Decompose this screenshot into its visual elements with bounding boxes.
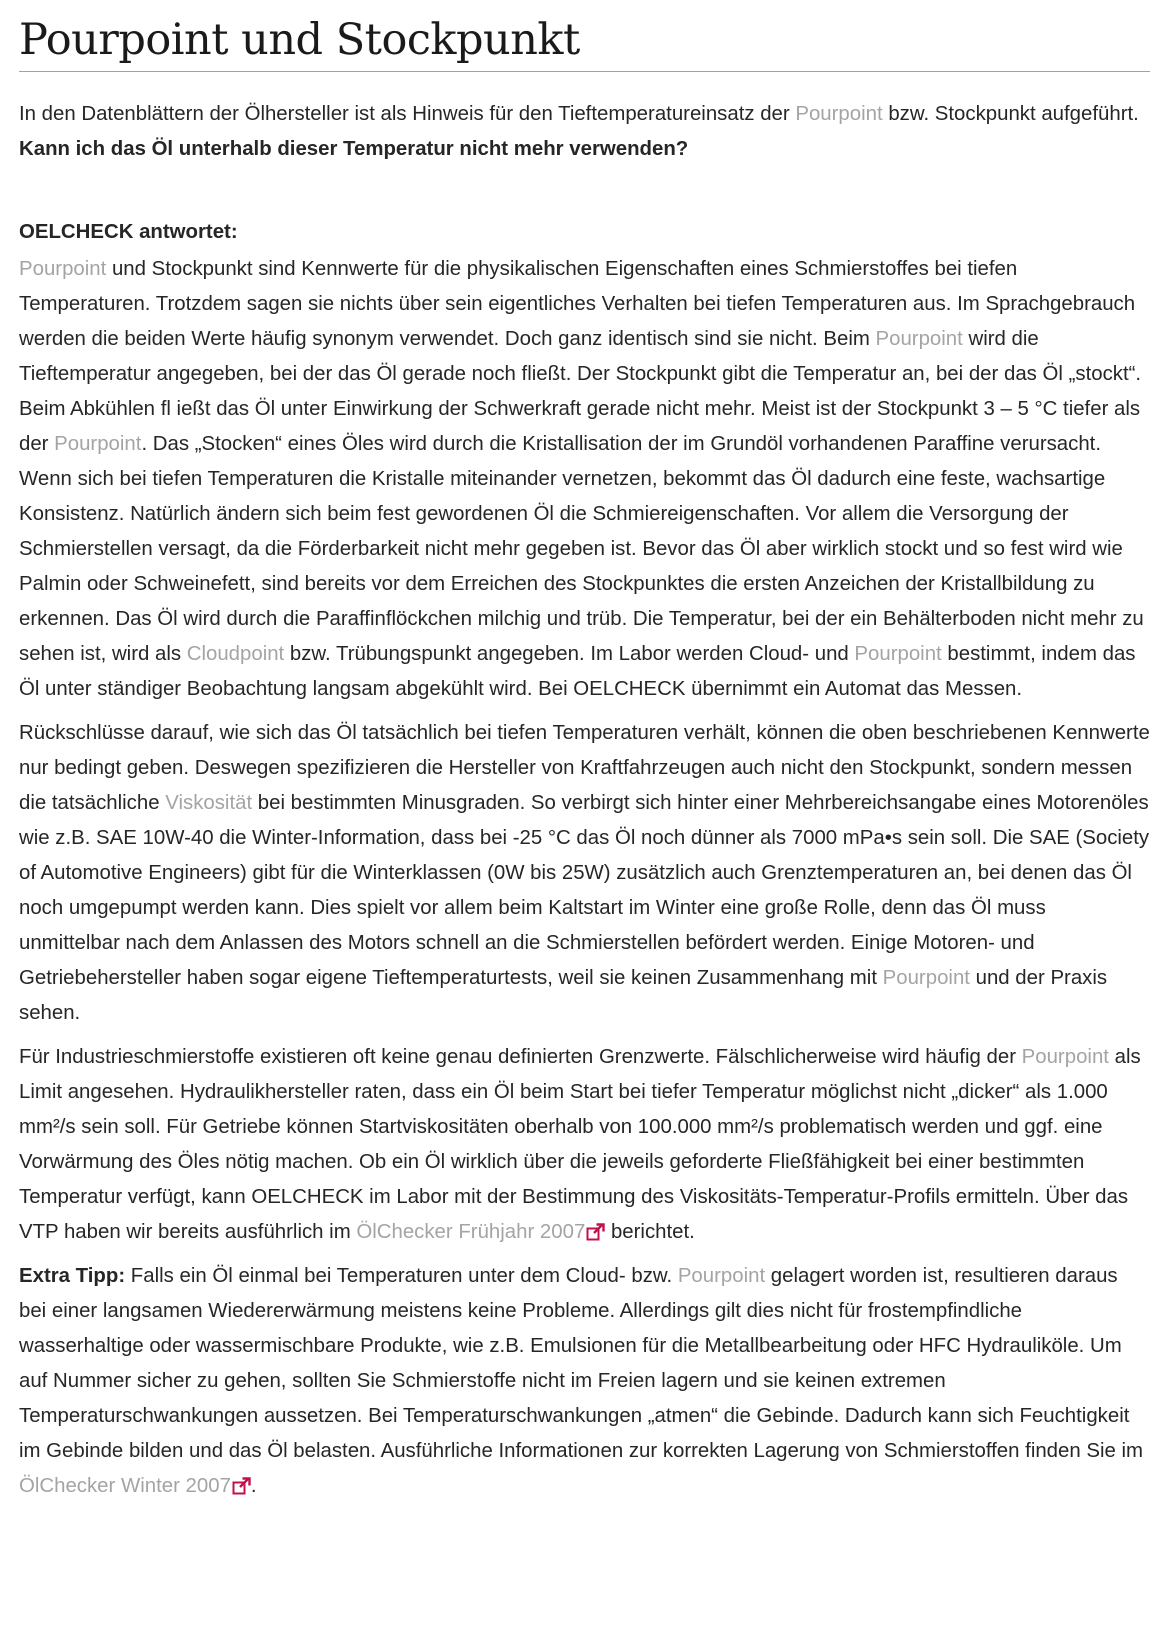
question-text: Kann ich das Öl unterhalb dieser Temperatur nicht mehr verwenden? [19, 138, 689, 160]
external-link-icon [232, 1477, 251, 1495]
text-run: . Das „Stocken“ eines Öles wird durch die Kristallisation der im Grundöl vorhandenen Paraffine verursacht. Wenn sich bei tiefen Temperaturen die Kristalle miteinander vernetzen, bekommt das Öl dadurch eine feste, wachsartige Konsistenz. Natürlich ändern sich beim fest gewordenen Öl die Schmiereigenschaften. Vor allem die Versorgung der Schmierstellen versagt, da die Förderbarkeit nicht mehr gegeben ist. Bevor das Öl aber wirklich stockt und so fest wird wie Palmin oder Schweinefett, sind bereits vor dem Erreichen des Stockpunktes die ersten Anzeichen der Kristallbildung zu erkennen. Das Öl wird durch die Paraffinflöckchen milchig und trüb. Die Temperatur, bei der ein Behälterboden nicht mehr zu sehen ist, wird als [19, 433, 1144, 665]
text-run: . [250, 1475, 257, 1497]
text-run: berichtet. [605, 1221, 695, 1243]
text-run: In den Datenblättern der Ölhersteller ist als Hinweis für den Tieftemperatureinsatz der [19, 103, 796, 125]
text-run: bzw. Stockpunkt aufgeführt. [882, 103, 1139, 125]
page-title: Pourpoint und Stockpunkt [19, 15, 1150, 72]
external-link-text: ÖlChecker Frühjahr 2007 [356, 1221, 586, 1243]
text-run: bestimmt, indem das Öl unter ständiger Beobachtung langsam abgekühlt wird. Bei OELCHECK übernimmt ein Automat das Messen. [19, 643, 1136, 700]
paragraph-2 [19, 716, 1150, 1031]
glossary-link-pourpoint[interactable]: Pourpoint [795, 103, 883, 125]
glossary-link-pourpoint[interactable]: Pourpoint [854, 643, 942, 665]
external-link-oelchecker-fruehjahr-2007[interactable] [356, 1221, 605, 1243]
text-run: und Stockpunkt sind Kennwerte für die physikalischen Eigenschaften eines Schmierstoffes bei tiefen Temperaturen. Trotzdem sagen sie nichts über sein eigentliches Verhalten bei tiefen Temperaturen aus. Im Sprachgebrauch werden die beiden Werte häufig synonym verwendet. Doch ganz identisch sind sie nicht. Beim [19, 258, 1136, 350]
glossary-link-pourpoint[interactable]: Pourpoint [19, 258, 107, 280]
article-body [19, 97, 1150, 1504]
article [19, 0, 1150, 1513]
text-run: gelagert worden ist, resultieren daraus bei einer langsamen Wiedererwärmung meistens keine Probleme. Allerdings gilt dies nicht für frostempfindliche wasserhaltige oder wassermischbare Produkte, wie z.B. Emulsionen für die Metallbearbeitung oder HFC Hydrauliköle. Um auf Nummer sicher zu gehen, sollten Sie Schmierstoffe nicht im Freien lagern und sie keinen extremen Temperaturschwankungen aussetzen. Bei Temperaturschwankungen „atmen“ die Gebinde. Dadurch kann sich Feuchtigkeit im Gebinde bilden und das Öl belasten. Ausführliche Informationen zur korrekten Lagerung von Schmierstoffen finden Sie im [19, 1265, 1144, 1462]
answer-heading-text: OELCHECK antwortet: [19, 221, 238, 243]
external-link-oelchecker-winter-2007[interactable] [19, 1475, 251, 1497]
text-run: als Limit angesehen. Hydraulikhersteller raten, dass ein Öl beim Start bei tiefer Temperatur möglichst nicht „dicker“ als 1.000 mm²/s sein soll. Für Getriebe können Startviskositäten oberhalb von 100.000 mm²/s problematisch werden und ggf. eine Vorwärmung des Öles nötig machen. Ob ein Öl wirklich über die jeweils geforderte Fließfähigkeit bei einer bestimmten Temperatur verfügt, kann OELCHECK im Labor mit der Bestimmung des Viskositäts-Temperatur-Profils ermitteln. Über das VTP haben wir bereits ausführlich im [19, 1046, 1141, 1243]
text-run: bei bestimmten Minusgraden. So verbirgt sich hinter einer Mehrbereichsangabe eines Motorenöles wie z.B. SAE 10W-40 die Winter-Information, dass bei -25 °C das Öl noch dünner als 7000 mPa•s sein soll. Die SAE (Society of Automotive Engineers) gibt für die Winterklassen (0W bis 25W) zusätzlich auch Grenztemperaturen an, bei denen das Öl noch umgepumpt werden kann. Dies spielt vor allem beim Kaltstart im Winter eine große Rolle, denn das Öl muss unmittelbar nach dem Anlassen des Motors schnell an die Schmierstellen befördert werden. Einige Motoren- und Getriebehersteller haben sogar eigene Tieftemperaturtests, weil sie keinen Zusammenhang mit [19, 792, 1150, 989]
glossary-link-viskositaet[interactable]: Viskosität [165, 792, 253, 814]
answer-heading [19, 215, 1150, 250]
external-link-text: ÖlChecker Winter 2007 [19, 1475, 231, 1497]
paragraph-1 [19, 252, 1150, 707]
text-run: Rückschlüsse darauf, wie sich das Öl tatsächlich bei tiefen Temperaturen verhält, können die oben beschriebenen Kennwerte nur bedingt geben. Deswegen spezifizieren die Hersteller von Kraftfahrzeugen auch nicht den Stockpunkt, sondern messen die tatsächliche [19, 722, 1150, 814]
paragraph-3 [19, 1040, 1150, 1250]
text-run: wird die Tieftemperatur angegeben, bei der das Öl gerade noch fließt. Der Stockpunkt gibt die Temperatur an, bei der das Öl „stockt“. Beim Abkühlen fl ießt das Öl unter Einwirkung der Schwerkraft gerade nicht mehr. Meist ist der Stockpunkt 3 – 5 °C tiefer als der [19, 328, 1142, 455]
extra-tip-label: Extra Tipp: [19, 1265, 126, 1287]
text-run: und der Praxis sehen. [19, 967, 1108, 1024]
glossary-link-pourpoint[interactable]: Pourpoint [1021, 1046, 1109, 1068]
glossary-link-pourpoint[interactable]: Pourpoint [882, 967, 970, 989]
external-link-icon [586, 1223, 605, 1241]
text-run: bzw. Trübungspunkt angegeben. Im Labor werden Cloud- und [284, 643, 855, 665]
glossary-link-cloudpoint[interactable]: Cloudpoint [186, 643, 285, 665]
paragraph-4 [19, 1259, 1150, 1504]
glossary-link-pourpoint[interactable]: Pourpoint [875, 328, 963, 350]
glossary-link-pourpoint[interactable]: Pourpoint [677, 1265, 766, 1287]
glossary-link-pourpoint[interactable]: Pourpoint [54, 433, 142, 455]
intro-paragraph [19, 97, 1150, 167]
text-run: Falls ein Öl einmal bei Temperaturen unter dem Cloud- bzw. [125, 1265, 678, 1287]
text-run: Für Industrieschmierstoffe existieren oft keine genau definierten Grenzwerte. Fälschlicherweise wird häufig der [19, 1046, 1022, 1068]
